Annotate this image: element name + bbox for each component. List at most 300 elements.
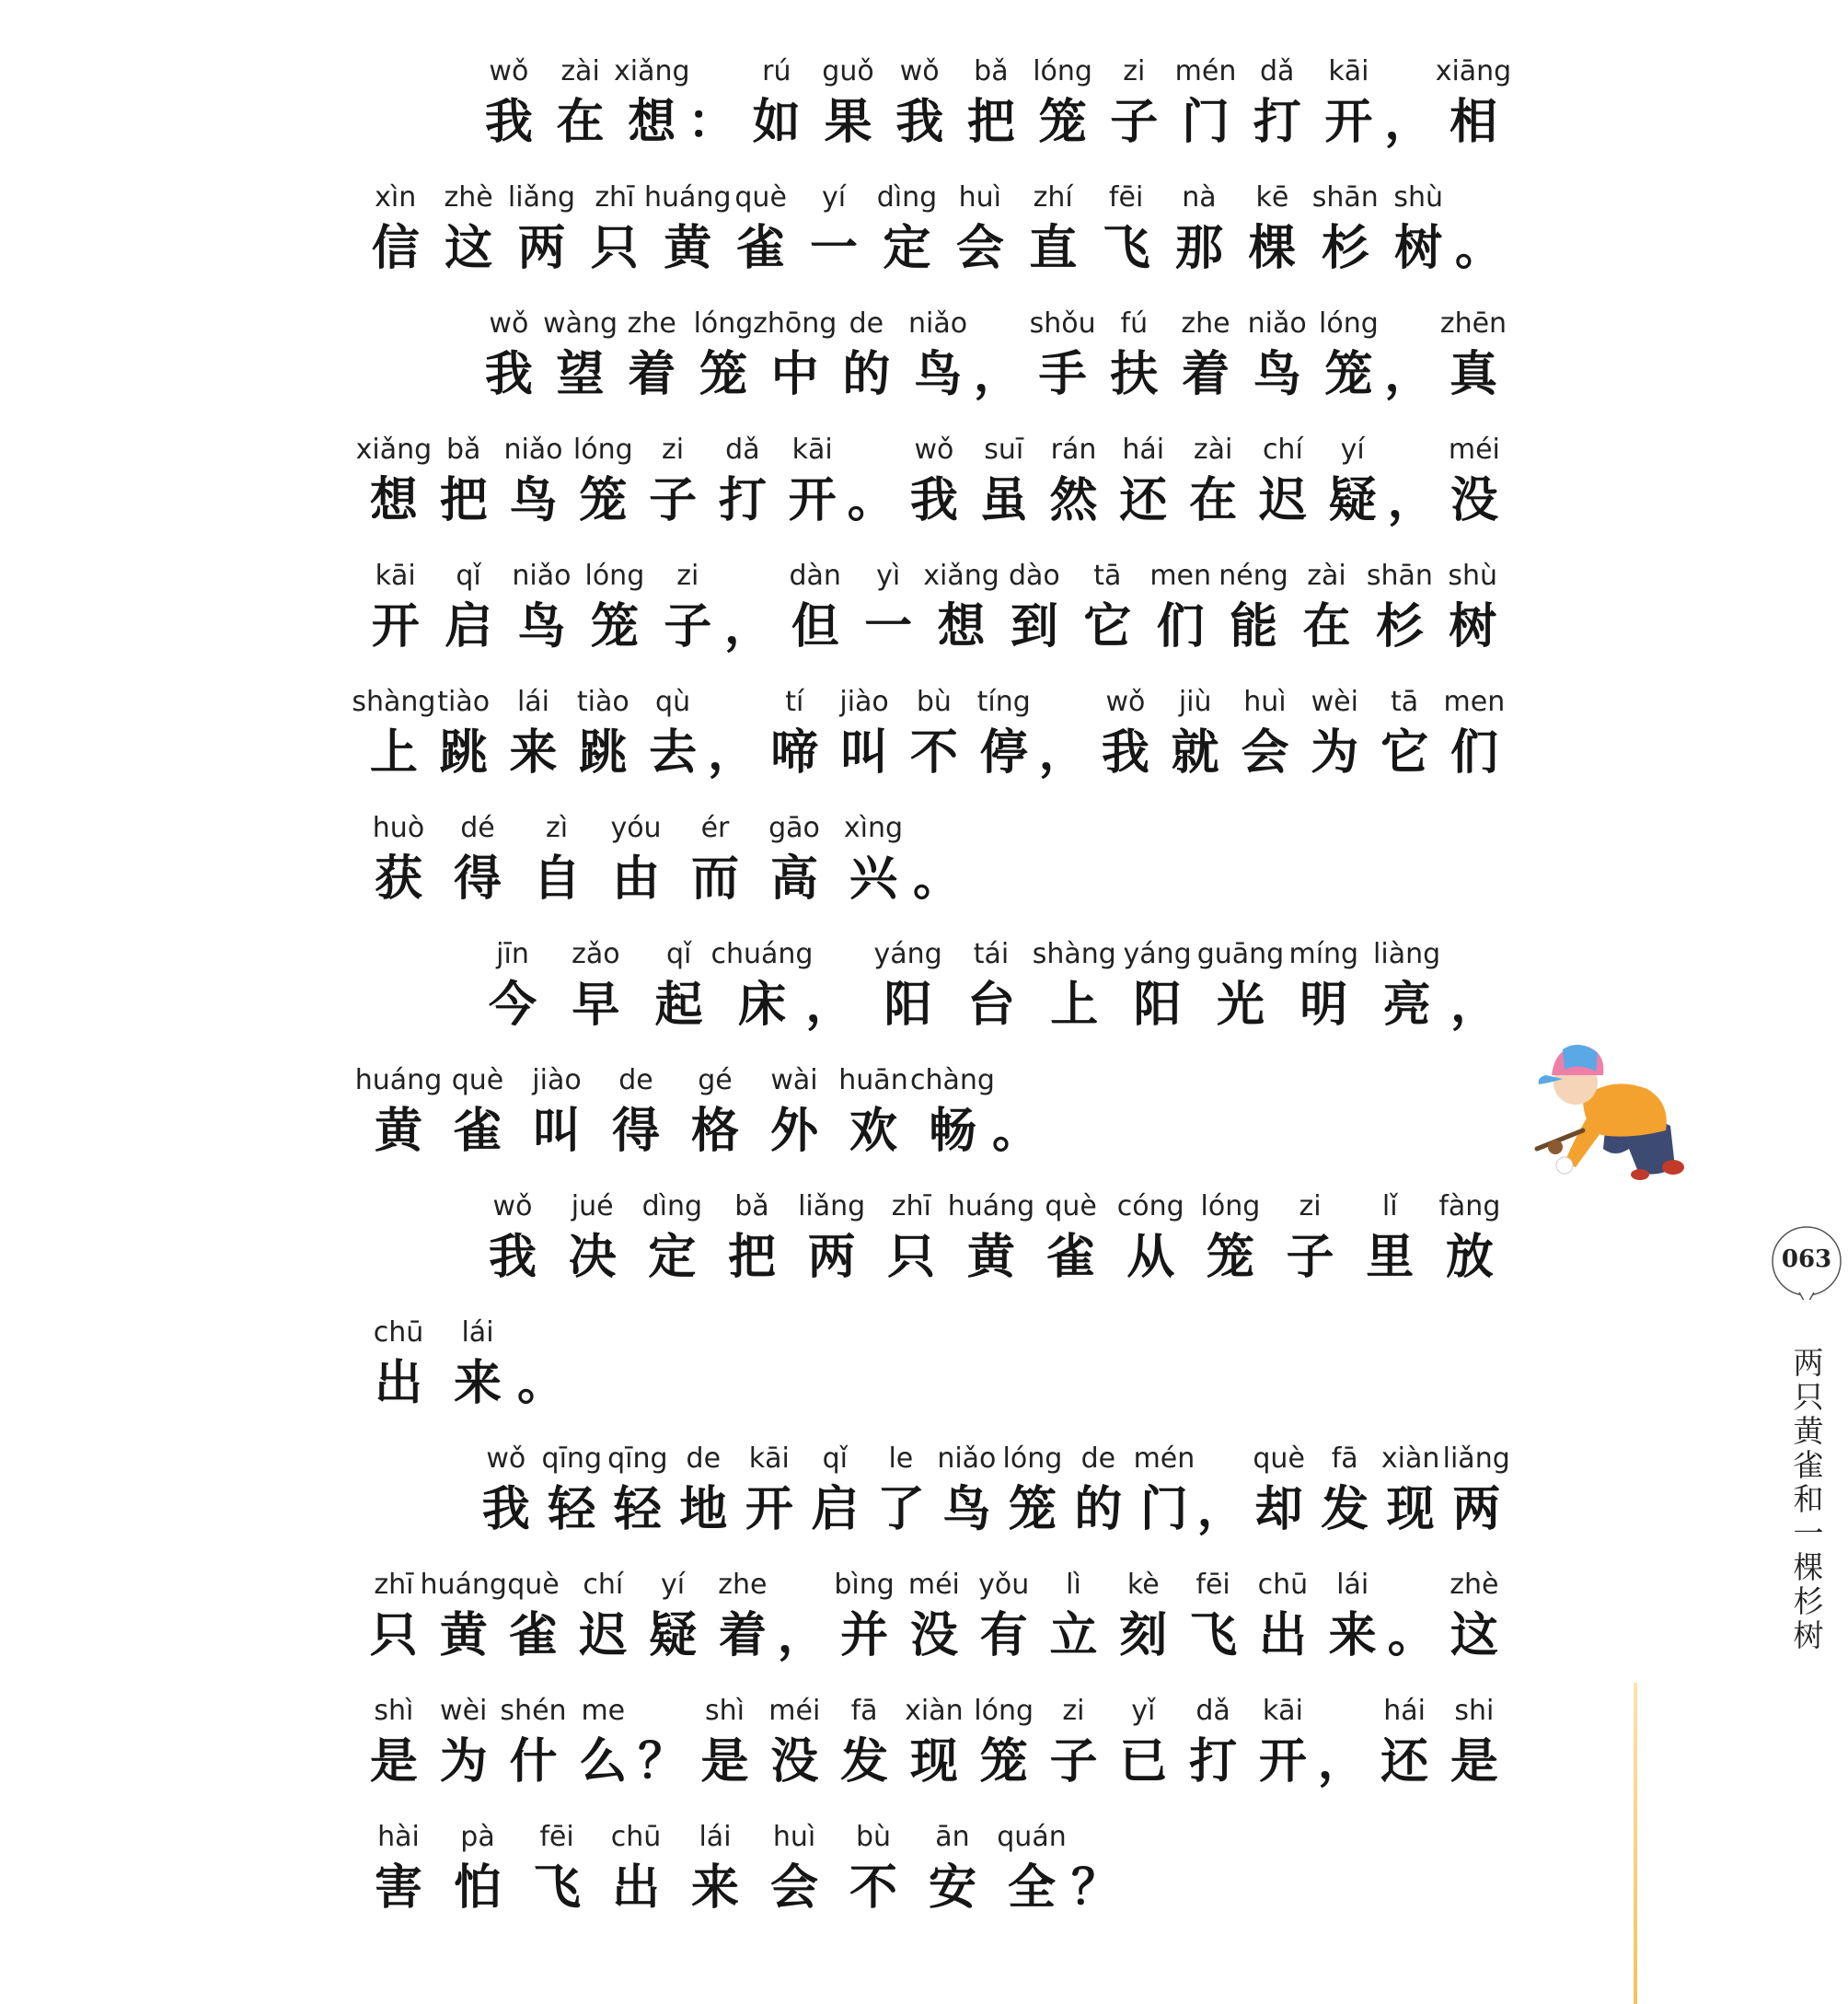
hanzi: 没 bbox=[909, 1607, 958, 1663]
pinyin: niǎo bbox=[1247, 307, 1307, 340]
text-line bbox=[355, 432, 1509, 533]
character-unit bbox=[1162, 180, 1235, 281]
character-unit bbox=[913, 1819, 992, 1920]
pinyin: hài bbox=[377, 1821, 420, 1853]
pinyin: huì bbox=[1243, 686, 1287, 718]
character-unit bbox=[1381, 180, 1454, 281]
hanzi: 开 bbox=[371, 598, 420, 654]
hanzi: 。 bbox=[913, 851, 962, 907]
pinyin: wǒ bbox=[1105, 686, 1146, 718]
character-unit bbox=[359, 180, 432, 281]
character-unit bbox=[596, 1819, 676, 1920]
pinyin: tái bbox=[973, 938, 1010, 970]
hanzi: 启 bbox=[811, 1481, 860, 1537]
hanzi: 怕 bbox=[453, 1859, 502, 1916]
pinyin: míng bbox=[1288, 938, 1359, 970]
pinyin: zhè bbox=[1450, 1569, 1499, 1601]
character-unit bbox=[352, 684, 436, 785]
pinyin: shù bbox=[1448, 560, 1498, 592]
punctuation bbox=[708, 684, 759, 785]
character-unit bbox=[568, 432, 638, 533]
character-unit bbox=[632, 1188, 711, 1290]
pinyin: lóng bbox=[584, 560, 645, 592]
pinyin: fā bbox=[1331, 1442, 1358, 1475]
pinyin: jiù bbox=[1178, 686, 1212, 718]
character-unit bbox=[616, 306, 687, 407]
pinyin: wǒ bbox=[492, 1190, 533, 1222]
character-unit bbox=[359, 1315, 438, 1416]
pinyin: wǒ bbox=[489, 55, 529, 87]
hanzi: 把 bbox=[727, 1229, 776, 1285]
pinyin: shàng bbox=[1032, 938, 1116, 970]
hanzi: 外 bbox=[769, 1103, 818, 1159]
pinyin: chū bbox=[373, 1316, 424, 1349]
hanzi: 真 bbox=[1449, 346, 1497, 402]
pinyin: huì bbox=[772, 1821, 816, 1853]
pinyin: méi bbox=[1448, 434, 1500, 466]
character-unit bbox=[359, 810, 438, 911]
character-unit bbox=[429, 1693, 499, 1794]
hanzi: 打 bbox=[1189, 1733, 1238, 1790]
pinyin: zhī bbox=[891, 1190, 931, 1222]
hanzi: 两 bbox=[807, 1229, 856, 1285]
hanzi: 雀 bbox=[509, 1607, 558, 1663]
hanzi: 却 bbox=[1254, 1481, 1303, 1537]
hanzi: 迟 bbox=[1258, 472, 1307, 528]
character-unit bbox=[759, 1693, 829, 1794]
pinyin: lóng bbox=[572, 434, 633, 466]
character-unit bbox=[1439, 684, 1509, 785]
hanzi: 笼 bbox=[1008, 1481, 1057, 1537]
character-unit bbox=[1430, 1188, 1509, 1290]
pinyin: lóng bbox=[1319, 307, 1379, 340]
hanzi: 着 bbox=[628, 346, 676, 402]
character-unit bbox=[359, 1819, 438, 1920]
pinyin: de bbox=[1080, 1442, 1116, 1475]
hanzi: 畅 bbox=[928, 1103, 976, 1159]
character-unit bbox=[1271, 1188, 1350, 1290]
hanzi: 树 bbox=[1394, 220, 1443, 276]
pinyin: xiàn bbox=[1380, 1442, 1440, 1475]
character-unit bbox=[1144, 558, 1217, 659]
character-unit bbox=[1131, 1441, 1197, 1542]
hanzi: ， bbox=[1317, 1733, 1366, 1790]
hanzi: 子 bbox=[1049, 1733, 1098, 1790]
pinyin: hái bbox=[1383, 1695, 1426, 1727]
pinyin: zài bbox=[560, 55, 600, 87]
hanzi: 兴 bbox=[849, 851, 897, 907]
hanzi: 是 bbox=[700, 1733, 749, 1790]
character-unit bbox=[943, 180, 1016, 281]
pinyin: zhī bbox=[595, 181, 635, 214]
hanzi: 来 bbox=[690, 1859, 739, 1916]
pinyin: gāo bbox=[768, 812, 820, 844]
pinyin: zhī bbox=[374, 1569, 414, 1601]
character-unit bbox=[1027, 53, 1099, 155]
punctuation bbox=[974, 306, 1027, 407]
hanzi: 。 bbox=[992, 1103, 1041, 1159]
hanzi: 出 bbox=[1258, 1607, 1307, 1663]
hanzi: 是 bbox=[1450, 1733, 1498, 1790]
hanzi: 。 bbox=[517, 1355, 566, 1411]
pinyin: yáng bbox=[873, 938, 942, 970]
hanzi: 得 bbox=[453, 851, 502, 907]
character-unit bbox=[1108, 1567, 1178, 1668]
pinyin: lǐ bbox=[1381, 1190, 1398, 1222]
hanzi: 出 bbox=[374, 1355, 422, 1411]
hanzi: 黄 bbox=[966, 1229, 1015, 1285]
character-unit bbox=[1108, 1693, 1178, 1794]
pinyin: nà bbox=[1182, 181, 1217, 214]
character-unit bbox=[640, 936, 719, 1037]
punctuation bbox=[517, 1315, 576, 1416]
pinyin: niǎo bbox=[503, 434, 563, 466]
punctuation bbox=[805, 936, 864, 1037]
text-line bbox=[359, 1315, 576, 1416]
hanzi: 鸟 bbox=[942, 1481, 991, 1537]
pinyin: xiàn bbox=[905, 1695, 964, 1727]
pinyin: kāi bbox=[748, 1442, 790, 1475]
hanzi: 我 bbox=[484, 94, 533, 150]
character-unit bbox=[1034, 936, 1114, 1037]
pinyin: xiǎng bbox=[614, 55, 690, 87]
hanzi: ， bbox=[1038, 724, 1087, 781]
hanzi: 杉 bbox=[1375, 598, 1424, 654]
character-unit bbox=[902, 306, 974, 407]
hanzi: 跳 bbox=[579, 724, 628, 781]
pinyin: shān bbox=[1311, 181, 1379, 214]
hanzi: 我 bbox=[488, 1229, 537, 1285]
hanzi: 鸟 bbox=[914, 346, 963, 402]
text-line bbox=[359, 1819, 1130, 1920]
hanzi: 笼 bbox=[979, 1733, 1028, 1790]
hanzi: 迟 bbox=[579, 1607, 628, 1663]
pinyin: zì bbox=[545, 812, 569, 844]
character-unit bbox=[884, 53, 955, 155]
character-unit bbox=[473, 1188, 552, 1290]
character-unit bbox=[834, 1062, 913, 1164]
character-unit bbox=[676, 810, 755, 911]
pinyin: wèi bbox=[1311, 686, 1358, 718]
character-unit bbox=[1439, 1693, 1509, 1794]
pinyin: rán bbox=[1050, 434, 1097, 466]
pinyin: hái bbox=[1122, 434, 1165, 466]
hanzi: 子 bbox=[1110, 94, 1159, 150]
hanzi: 立 bbox=[1049, 1607, 1098, 1663]
text-line bbox=[473, 1441, 1509, 1542]
pinyin: zhe bbox=[627, 307, 676, 340]
pinyin: huáng bbox=[420, 1569, 507, 1601]
pinyin: guǒ bbox=[822, 55, 874, 87]
pinyin: xìng bbox=[843, 812, 904, 844]
pinyin: shén bbox=[500, 1695, 567, 1727]
pinyin: mén bbox=[1174, 55, 1237, 87]
hanzi: 叫 bbox=[840, 724, 889, 781]
character-unit bbox=[1236, 180, 1309, 281]
punctuation bbox=[1388, 432, 1439, 533]
pinyin: zhí bbox=[1033, 181, 1073, 214]
character-unit bbox=[505, 180, 578, 281]
hanzi: 。 bbox=[1454, 220, 1503, 276]
character-unit bbox=[1017, 180, 1090, 281]
pinyin: jiào bbox=[839, 686, 889, 718]
punctuation bbox=[638, 1693, 689, 1794]
pinyin: huáng bbox=[354, 1064, 443, 1096]
pinyin: huáng bbox=[947, 1190, 1035, 1222]
hanzi: 笼 bbox=[579, 472, 628, 528]
hanzi: 杉 bbox=[1321, 220, 1369, 276]
pinyin: de bbox=[686, 1442, 722, 1475]
hanzi: 到 bbox=[1010, 598, 1058, 654]
pinyin: xiǎng bbox=[923, 560, 999, 592]
hanzi: 什 bbox=[509, 1733, 558, 1790]
pinyin: dǎ bbox=[1259, 55, 1295, 87]
pinyin: méi bbox=[907, 1569, 960, 1601]
character-unit bbox=[755, 810, 834, 911]
character-unit bbox=[947, 1188, 1035, 1290]
character-unit bbox=[429, 432, 499, 533]
character-unit bbox=[671, 1441, 737, 1542]
character-unit bbox=[910, 1062, 995, 1164]
pinyin: yí bbox=[821, 181, 847, 214]
pinyin: yí bbox=[1340, 434, 1365, 466]
hanzi: 自 bbox=[532, 851, 581, 907]
character-unit bbox=[753, 306, 837, 407]
pinyin: lì bbox=[1066, 1569, 1081, 1601]
hanzi: 来 bbox=[453, 1355, 502, 1411]
character-unit bbox=[1066, 1441, 1132, 1542]
character-unit bbox=[568, 1567, 638, 1668]
pinyin: bù bbox=[916, 686, 952, 718]
character-unit bbox=[736, 1441, 803, 1542]
hanzi: 在 bbox=[1189, 472, 1238, 528]
character-unit bbox=[759, 684, 829, 785]
character-unit bbox=[969, 1693, 1039, 1794]
hanzi: 笼 bbox=[699, 346, 747, 402]
pinyin: fā bbox=[850, 1695, 878, 1727]
character-unit bbox=[1248, 432, 1318, 533]
character-unit bbox=[1039, 1693, 1109, 1794]
hanzi: 现 bbox=[1386, 1481, 1435, 1537]
text-line bbox=[359, 180, 1509, 281]
hanzi: 今 bbox=[488, 977, 537, 1033]
character-unit bbox=[1071, 558, 1144, 659]
character-unit bbox=[708, 1567, 778, 1668]
hanzi: 着 bbox=[718, 1607, 767, 1663]
character-unit bbox=[359, 1567, 429, 1668]
punctuation bbox=[1384, 306, 1438, 407]
pinyin: huáng bbox=[644, 181, 732, 214]
page-side-panel bbox=[1519, 0, 1848, 2004]
hanzi: 发 bbox=[1321, 1481, 1369, 1537]
hanzi: 早 bbox=[572, 977, 620, 1033]
character-unit bbox=[1090, 180, 1162, 281]
hanzi: 信 bbox=[371, 220, 420, 276]
character-unit bbox=[473, 936, 552, 1037]
character-unit bbox=[505, 558, 578, 659]
pinyin: yì bbox=[876, 560, 901, 592]
hanzi: 阳 bbox=[884, 977, 932, 1033]
page-number: 063 bbox=[1781, 1245, 1832, 1273]
hanzi: 来 bbox=[1328, 1607, 1377, 1663]
hanzi: 疑 bbox=[1328, 472, 1377, 528]
hanzi: 一 bbox=[864, 598, 913, 654]
pinyin: yǒu bbox=[978, 1569, 1030, 1601]
hanzi: 得 bbox=[611, 1103, 660, 1159]
character-unit bbox=[1178, 1693, 1248, 1794]
punctuation bbox=[1071, 1819, 1130, 1920]
pinyin: wàng bbox=[543, 307, 618, 340]
pinyin: zi bbox=[1299, 1190, 1322, 1222]
character-unit bbox=[868, 1441, 934, 1542]
pinyin: shi bbox=[1454, 1695, 1495, 1727]
pinyin: wǒ bbox=[486, 1442, 526, 1475]
pinyin: chí bbox=[583, 1569, 624, 1601]
pinyin: kāi bbox=[791, 434, 833, 466]
pinyin: niǎo bbox=[512, 560, 572, 592]
pinyin: qīng bbox=[607, 1442, 668, 1475]
hanzi: 这 bbox=[445, 220, 493, 276]
hanzi: ， bbox=[1384, 94, 1433, 150]
hanzi: 子 bbox=[1286, 1229, 1334, 1285]
character-unit bbox=[797, 180, 870, 281]
character-unit bbox=[992, 1819, 1071, 1920]
pinyin: tā bbox=[1093, 560, 1122, 592]
pinyin: dìng bbox=[876, 181, 938, 214]
pinyin: huò bbox=[372, 812, 425, 844]
character-unit bbox=[708, 432, 778, 533]
character-unit bbox=[813, 53, 884, 155]
hanzi: 刻 bbox=[1119, 1607, 1168, 1663]
pinyin: tā bbox=[1390, 686, 1419, 718]
hanzi: 会 bbox=[1241, 724, 1289, 781]
character-unit bbox=[438, 810, 517, 911]
hanzi: 它 bbox=[1380, 724, 1429, 781]
character-unit bbox=[578, 558, 651, 659]
character-unit bbox=[1039, 432, 1109, 533]
pinyin: qīng bbox=[541, 1442, 602, 1475]
character-unit bbox=[473, 53, 545, 155]
character-unit bbox=[869, 936, 948, 1037]
pinyin: tiào bbox=[437, 686, 491, 718]
pinyin: tí bbox=[785, 686, 804, 718]
pinyin: chū bbox=[610, 1821, 662, 1853]
hanzi: 想 bbox=[369, 472, 418, 528]
hanzi: 把 bbox=[439, 472, 488, 528]
character-unit bbox=[779, 558, 851, 659]
hanzi: 我 bbox=[895, 94, 944, 150]
pinyin: gé bbox=[698, 1064, 733, 1096]
pinyin: kè bbox=[1126, 1569, 1160, 1601]
pinyin: shì bbox=[705, 1695, 745, 1727]
hanzi: 扶 bbox=[1110, 346, 1159, 402]
character-unit bbox=[1437, 558, 1509, 659]
pinyin: kāi bbox=[1262, 1695, 1303, 1727]
pinyin: yóu bbox=[610, 812, 662, 844]
hanzi: ？ bbox=[1071, 1859, 1120, 1916]
pinyin: dìng bbox=[641, 1190, 703, 1222]
character-unit bbox=[499, 1567, 569, 1668]
pinyin: wǒ bbox=[489, 307, 529, 340]
pinyin: fàng bbox=[1438, 1190, 1501, 1222]
hanzi: 虽 bbox=[979, 472, 1028, 528]
hanzi: 开 bbox=[1324, 94, 1373, 150]
hanzi: 没 bbox=[770, 1733, 819, 1790]
pinyin: me bbox=[581, 1695, 626, 1727]
character-unit bbox=[955, 53, 1027, 155]
pinyin: quán bbox=[997, 1821, 1067, 1853]
hanzi: 飞 bbox=[1102, 220, 1150, 276]
character-unit bbox=[1311, 1441, 1378, 1542]
pinyin: wǒ bbox=[899, 55, 940, 87]
character-unit bbox=[499, 432, 569, 533]
pinyin: zi bbox=[1123, 55, 1146, 87]
character-unit bbox=[556, 936, 635, 1037]
punctuation bbox=[1388, 1567, 1439, 1668]
pinyin: bǎ bbox=[974, 55, 1009, 87]
text-line bbox=[473, 53, 1512, 155]
pinyin: zhōng bbox=[753, 307, 837, 340]
hanzi: 两 bbox=[1452, 1481, 1501, 1537]
character-unit bbox=[1369, 1693, 1439, 1794]
punctuation bbox=[913, 810, 972, 911]
character-unit bbox=[998, 558, 1070, 659]
hanzi: 是 bbox=[369, 1733, 418, 1790]
character-unit bbox=[355, 432, 433, 533]
pinyin: zǎo bbox=[572, 938, 620, 970]
character-unit bbox=[359, 558, 432, 659]
hanzi: 啼 bbox=[770, 724, 819, 781]
hanzi: 它 bbox=[1083, 598, 1132, 654]
hanzi: 光 bbox=[1216, 977, 1265, 1033]
pinyin: bǎ bbox=[734, 1190, 769, 1222]
character-unit bbox=[638, 432, 708, 533]
character-unit bbox=[1350, 1188, 1429, 1290]
pinyin: lóng bbox=[1033, 55, 1092, 87]
pinyin: jiào bbox=[532, 1064, 582, 1096]
hanzi: 直 bbox=[1029, 220, 1078, 276]
hanzi: 想 bbox=[937, 598, 986, 654]
pinyin: bù bbox=[855, 1821, 892, 1853]
character-unit bbox=[438, 1315, 517, 1416]
punctuation bbox=[1450, 936, 1509, 1037]
punctuation bbox=[1384, 53, 1438, 155]
character-unit bbox=[1309, 180, 1381, 281]
character-unit bbox=[1318, 1567, 1388, 1668]
pinyin: lóng bbox=[974, 1695, 1034, 1727]
hanzi: 开 bbox=[745, 1481, 793, 1537]
hanzi: 笼 bbox=[1324, 346, 1373, 402]
punctuation bbox=[687, 53, 741, 155]
hanzi: 床 bbox=[737, 977, 786, 1033]
hanzi: 能 bbox=[1230, 598, 1278, 654]
hanzi: 就 bbox=[1171, 724, 1219, 781]
hanzi: 发 bbox=[840, 1733, 889, 1790]
pinyin: dǎ bbox=[725, 434, 760, 466]
pinyin: men bbox=[1149, 560, 1212, 592]
boy-with-slingshot-icon bbox=[1519, 1011, 1703, 1195]
pinyin: bǎ bbox=[445, 434, 481, 466]
punctuation bbox=[1318, 1693, 1369, 1794]
character-unit bbox=[1248, 1693, 1318, 1794]
hanzi: 地 bbox=[679, 1481, 728, 1537]
hanzi: 笼 bbox=[1038, 94, 1087, 150]
pinyin: qǐ bbox=[456, 560, 481, 592]
hanzi: 叫 bbox=[532, 1103, 581, 1159]
pinyin: huān bbox=[838, 1064, 908, 1096]
hanzi: 我 bbox=[1101, 724, 1149, 781]
pinyin: shù bbox=[1393, 181, 1443, 214]
